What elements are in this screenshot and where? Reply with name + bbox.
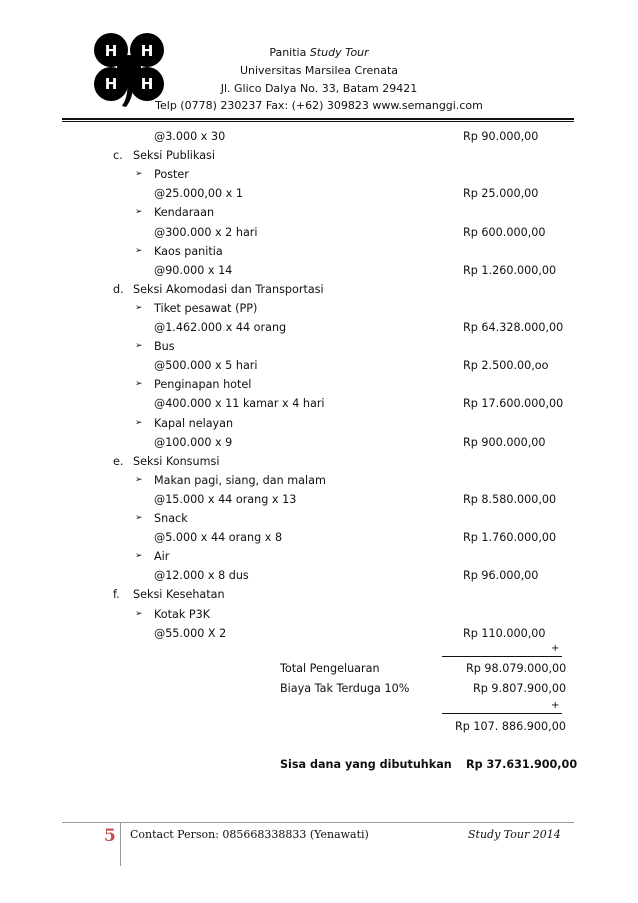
item-calc: @400.000 x 11 kamar x 4 hari [154, 397, 325, 410]
sum-line-2 [442, 713, 562, 714]
svg-text:H: H [104, 42, 118, 60]
item-calc: @12.000 x 8 dus [154, 569, 249, 582]
grand-value: Rp 107. 886.900,00 [455, 720, 566, 733]
item-amount: Rp 110.000,00 [463, 627, 546, 640]
section-title: Seksi Kesehatan [133, 588, 225, 601]
item-calc: @25.000,00 x 1 [154, 187, 243, 200]
item-title: Air [154, 550, 170, 563]
footer-divider [120, 822, 121, 866]
item-amount: Rp 17.600.000,00 [463, 397, 564, 410]
arrow-bullet-icon: ➢ [135, 475, 143, 485]
section-letter: f. [113, 588, 120, 601]
header-rule-thin [62, 121, 574, 122]
contingency-value: Rp 9.807.900,00 [473, 682, 567, 695]
sum-line [442, 656, 562, 657]
item-title: Snack [154, 512, 188, 525]
plus-sign: + [551, 643, 560, 654]
item-calc: @90.000 x 14 [154, 264, 233, 277]
arrow-bullet-icon: ➢ [135, 609, 143, 619]
arrow-bullet-icon: ➢ [135, 169, 143, 179]
arrow-bullet-icon: ➢ [135, 341, 143, 351]
item-title: Bus [154, 340, 175, 353]
section-letter: c. [113, 149, 123, 162]
item-title: Makan pagi, siang, dan malam [154, 474, 326, 487]
header-line-1: Panitia Study Tour [269, 46, 369, 59]
item-calc: @1.462.000 x 44 orang [154, 321, 287, 334]
item-amount: Rp 600.000,00 [463, 226, 546, 239]
footer-right: Study Tour 2014 [468, 828, 561, 841]
item-amount: Rp 1.760.000,00 [463, 531, 557, 544]
item-title: Kapal nelayan [154, 417, 234, 430]
arrow-bullet-icon: ➢ [135, 303, 143, 313]
item-calc: @300.000 x 2 hari [154, 226, 258, 239]
item-amount: Rp 90.000,00 [463, 130, 539, 143]
item-calc: @500.000 x 5 hari [154, 359, 258, 372]
arrow-bullet-icon: ➢ [135, 207, 143, 217]
header-line-3: Jl. Glico Dalya No. 33, Batam 29421 [220, 82, 418, 95]
item-calc: @3.000 x 30 [154, 130, 226, 143]
item-amount: Rp 2.500.00,oo [463, 359, 549, 372]
arrow-bullet-icon: ➢ [135, 246, 143, 256]
page-number: 5 [104, 826, 116, 846]
arrow-bullet-icon: ➢ [135, 513, 143, 523]
item-calc: @5.000 x 44 orang x 8 [154, 531, 283, 544]
total-value: Rp 98.079.000,00 [466, 662, 567, 675]
section-title: Seksi Akomodasi dan Transportasi [133, 283, 324, 296]
item-title: Kendaraan [154, 206, 215, 219]
total-label: Total Pengeluaran [280, 662, 380, 675]
header-line-4: Telp (0778) 230237 Fax: (+62) 309823 www.semanggi.com [155, 99, 483, 112]
item-calc: @55.000 X 2 [154, 627, 227, 640]
plus-sign-2: + [551, 700, 560, 711]
arrow-bullet-icon: ➢ [135, 418, 143, 428]
item-title: Kotak P3K [154, 608, 211, 621]
arrow-bullet-icon: ➢ [135, 551, 143, 561]
remaining-value: Rp 37.631.900,00 [466, 758, 578, 771]
item-title: Poster [154, 168, 189, 181]
footer-rule [62, 822, 574, 823]
svg-text:H: H [104, 75, 118, 93]
item-amount: Rp 96.000,00 [463, 569, 539, 582]
arrow-bullet-icon: ➢ [135, 379, 143, 389]
section-letter: d. [113, 283, 124, 296]
section-letter: e. [113, 455, 124, 468]
item-calc: @15.000 x 44 orang x 13 [154, 493, 297, 506]
remaining-label: Sisa dana yang dibutuhkan [280, 758, 452, 771]
section-title: Seksi Publikasi [133, 149, 215, 162]
header-rule [62, 118, 574, 120]
item-calc: @100.000 x 9 [154, 436, 233, 449]
item-title: Tiket pesawat (PP) [154, 302, 258, 315]
header-line-2: Universitas Marsilea Crenata [239, 64, 399, 77]
item-title: Penginapan hotel [154, 378, 252, 391]
item-amount: Rp 1.260.000,00 [463, 264, 557, 277]
svg-text:H: H [140, 42, 154, 60]
item-amount: Rp 25.000,00 [463, 187, 539, 200]
item-amount: Rp 900.000,00 [463, 436, 546, 449]
item-amount: Rp 64.328.000,00 [463, 321, 564, 334]
section-title: Seksi Konsumsi [133, 455, 220, 468]
footer-contact: Contact Person: 085668338833 (Yenawati) [130, 828, 369, 841]
svg-text:H: H [140, 75, 154, 93]
contingency-label: Biaya Tak Terduga 10% [280, 682, 410, 695]
item-title: Kaos panitia [154, 245, 223, 258]
item-amount: Rp 8.580.000,00 [463, 493, 557, 506]
